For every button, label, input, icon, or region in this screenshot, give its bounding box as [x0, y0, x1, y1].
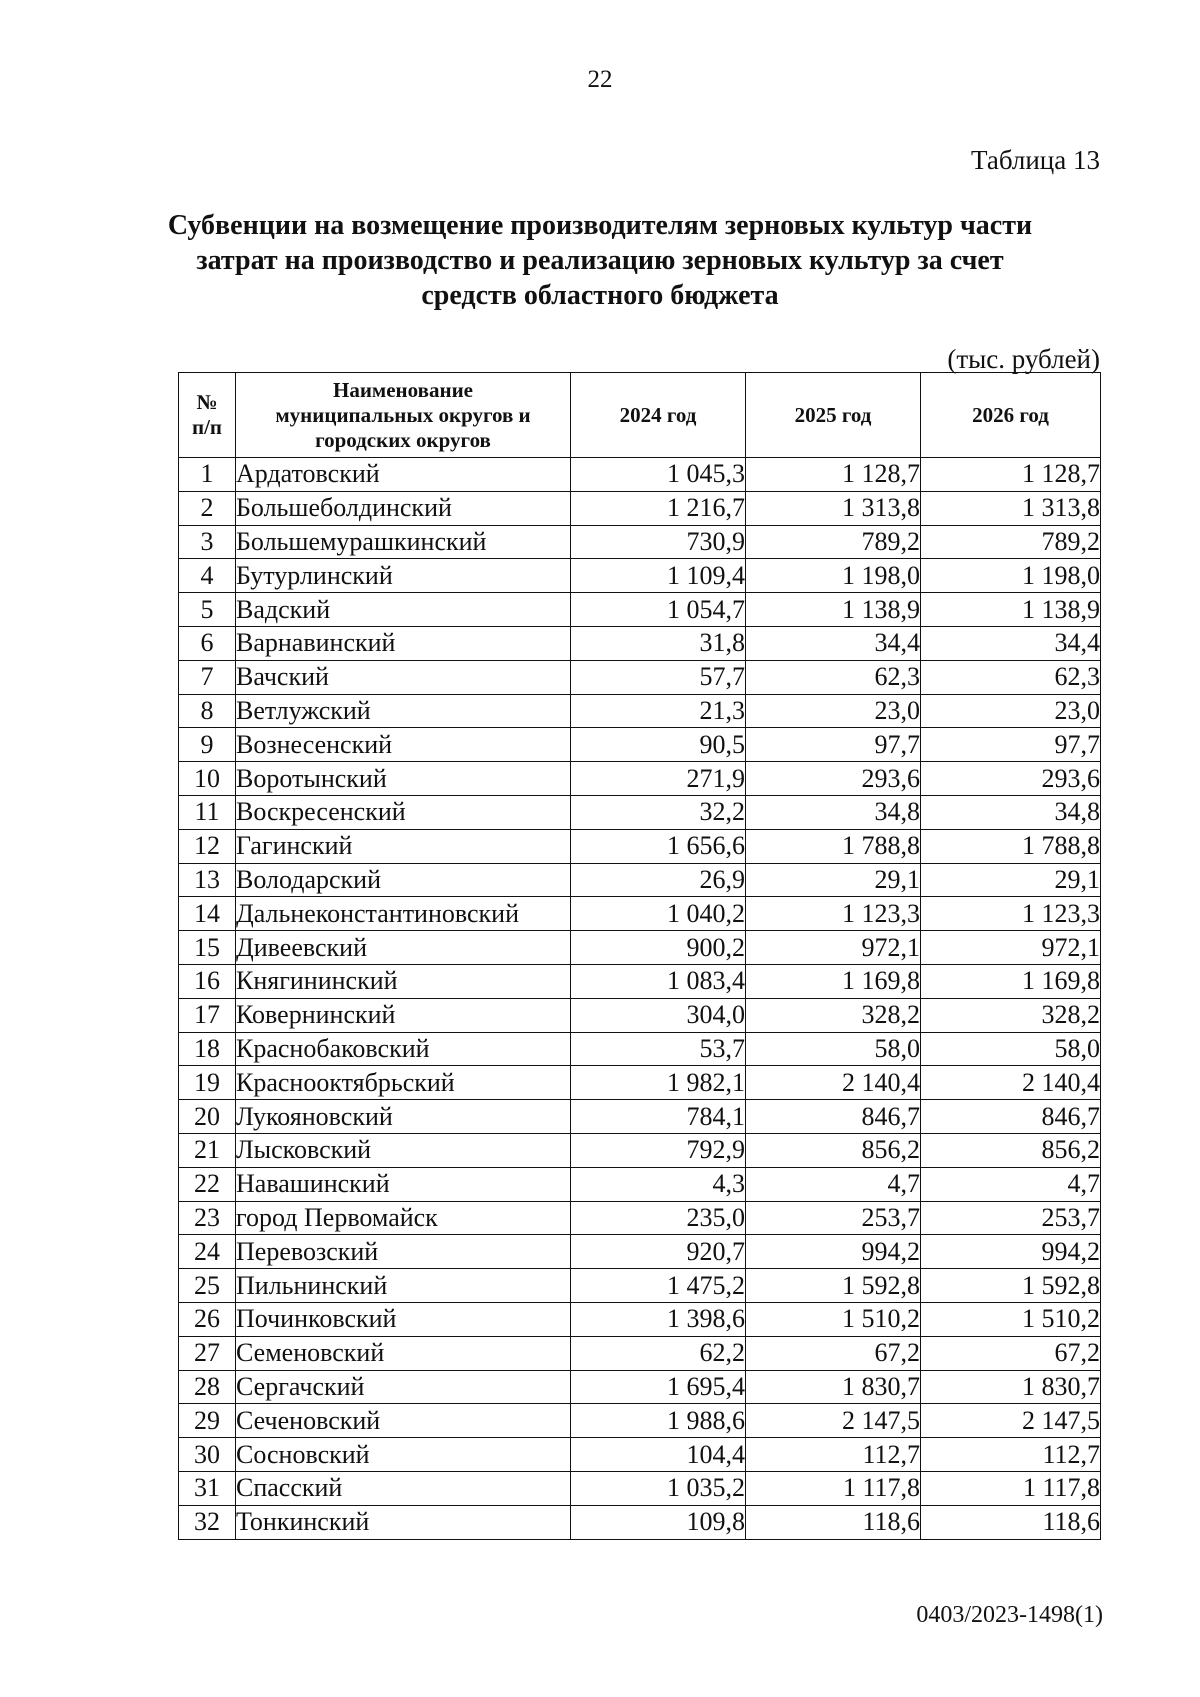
value-2025: 1 592,8 [746, 1269, 921, 1303]
value-2026: 1 117,8 [921, 1471, 1101, 1505]
value-2026: 1 123,3 [921, 897, 1101, 931]
value-2026: 23,0 [921, 694, 1101, 728]
value-2025: 29,1 [746, 863, 921, 897]
row-number: 27 [179, 1336, 236, 1370]
table-label: Таблица 13 [971, 145, 1100, 175]
value-2024: 31,8 [571, 626, 746, 660]
value-2026: 112,7 [921, 1438, 1101, 1472]
title-line-3: средств областного бюджета [421, 280, 779, 311]
value-2024: 1 040,2 [571, 897, 746, 931]
municipality-name: Вачский [236, 660, 571, 694]
row-number: 26 [179, 1302, 236, 1336]
municipality-name: Ковернинский [236, 998, 571, 1032]
table-row [179, 1438, 1101, 1472]
municipality-name: Сеченовский [236, 1404, 571, 1438]
value-2024: 304,0 [571, 998, 746, 1032]
header-num [179, 373, 236, 458]
value-2026: 789,2 [921, 525, 1101, 559]
value-2025: 34,8 [746, 795, 921, 829]
municipality-name: Бутурлинский [236, 559, 571, 593]
table-header-row [179, 373, 1101, 458]
value-2024: 271,9 [571, 762, 746, 796]
municipality-name: Ардатовский [236, 458, 571, 492]
value-2025: 846,7 [746, 1100, 921, 1134]
table-row [179, 1404, 1101, 1438]
subventions-table [178, 372, 1101, 1540]
municipality-name: Пильнинский [236, 1269, 571, 1303]
value-2025: 1 123,3 [746, 897, 921, 931]
municipality-name: Лукояновский [236, 1100, 571, 1134]
table-row [179, 525, 1101, 559]
municipality-name: Воротынский [236, 762, 571, 796]
table-row [179, 1066, 1101, 1100]
value-2026: 4,7 [921, 1167, 1101, 1201]
value-2025: 856,2 [746, 1133, 921, 1167]
header-num-text: № п/п [191, 390, 223, 439]
value-2026: 1 138,9 [921, 593, 1101, 627]
municipality-name: Тонкинский [236, 1505, 571, 1539]
value-2024: 730,9 [571, 525, 746, 559]
value-2026: 34,8 [921, 795, 1101, 829]
table-row [179, 1133, 1101, 1167]
value-2026: 29,1 [921, 863, 1101, 897]
header-2026: 2026 год [921, 373, 1101, 458]
row-number: 28 [179, 1370, 236, 1404]
table-row [179, 1235, 1101, 1269]
value-2024: 4,3 [571, 1167, 746, 1201]
value-2026: 58,0 [921, 1032, 1101, 1066]
value-2024: 792,9 [571, 1133, 746, 1167]
value-2024: 900,2 [571, 931, 746, 965]
municipality-name: Большемурашкинский [236, 525, 571, 559]
value-2024: 53,7 [571, 1032, 746, 1066]
value-2025: 62,3 [746, 660, 921, 694]
header-name-text: Наименование муниципальных округов и городских округов [275, 377, 531, 452]
value-2025: 34,4 [746, 626, 921, 660]
table-row [179, 863, 1101, 897]
municipality-name: Большеболдинский [236, 491, 571, 525]
table-row [179, 829, 1101, 863]
value-2026: 1 128,7 [921, 458, 1101, 492]
value-2026: 2 147,5 [921, 1404, 1101, 1438]
row-number: 23 [179, 1201, 236, 1235]
table-row [179, 762, 1101, 796]
municipality-name: Краснооктябрьский [236, 1066, 571, 1100]
table-row [179, 491, 1101, 525]
row-number: 25 [179, 1269, 236, 1303]
value-2026: 328,2 [921, 998, 1101, 1032]
value-2026: 994,2 [921, 1235, 1101, 1269]
value-2024: 1 216,7 [571, 491, 746, 525]
value-2026: 1 510,2 [921, 1302, 1101, 1336]
table-row [179, 1201, 1101, 1235]
table-row [179, 728, 1101, 762]
row-number: 20 [179, 1100, 236, 1134]
municipality-name: город Первомайск [236, 1201, 571, 1235]
row-number: 32 [179, 1505, 236, 1539]
municipality-name: Спасский [236, 1471, 571, 1505]
table-body [179, 458, 1101, 1540]
value-2025: 1 788,8 [746, 829, 921, 863]
value-2026: 1 830,7 [921, 1370, 1101, 1404]
table-row [179, 1302, 1101, 1336]
value-2025: 1 198,0 [746, 559, 921, 593]
row-number: 12 [179, 829, 236, 863]
row-number: 5 [179, 593, 236, 627]
value-2024: 1 656,6 [571, 829, 746, 863]
value-2024: 90,5 [571, 728, 746, 762]
table-row [179, 626, 1101, 660]
value-2025: 972,1 [746, 931, 921, 965]
value-2024: 1 982,1 [571, 1066, 746, 1100]
municipality-name: Сергачский [236, 1370, 571, 1404]
table-row [179, 795, 1101, 829]
municipality-name: Дивеевский [236, 931, 571, 965]
table-row [179, 897, 1101, 931]
table-row [179, 1370, 1101, 1404]
value-2025: 1 117,8 [746, 1471, 921, 1505]
row-number: 6 [179, 626, 236, 660]
municipality-name: Вадский [236, 593, 571, 627]
value-2024: 26,9 [571, 863, 746, 897]
row-number: 15 [179, 931, 236, 965]
value-2026: 97,7 [921, 728, 1101, 762]
value-2024: 1 054,7 [571, 593, 746, 627]
value-2024: 109,8 [571, 1505, 746, 1539]
document-title [150, 208, 1050, 313]
value-2024: 1 398,6 [571, 1302, 746, 1336]
value-2024: 1 083,4 [571, 964, 746, 998]
row-number: 31 [179, 1471, 236, 1505]
municipality-name: Ветлужский [236, 694, 571, 728]
row-number: 22 [179, 1167, 236, 1201]
value-2025: 4,7 [746, 1167, 921, 1201]
value-2024: 235,0 [571, 1201, 746, 1235]
table-row [179, 1336, 1101, 1370]
municipality-name: Володарский [236, 863, 571, 897]
municipality-name: Воскресенский [236, 795, 571, 829]
header-2025: 2025 год [746, 373, 921, 458]
row-number: 3 [179, 525, 236, 559]
value-2025: 293,6 [746, 762, 921, 796]
value-2025: 112,7 [746, 1438, 921, 1472]
value-2026: 856,2 [921, 1133, 1101, 1167]
value-2024: 1 475,2 [571, 1269, 746, 1303]
value-2026: 2 140,4 [921, 1066, 1101, 1100]
table-row [179, 998, 1101, 1032]
row-number: 14 [179, 897, 236, 931]
municipality-name: Варнавинский [236, 626, 571, 660]
value-2024: 784,1 [571, 1100, 746, 1134]
value-2024: 62,2 [571, 1336, 746, 1370]
value-2024: 32,2 [571, 795, 746, 829]
value-2024: 57,7 [571, 660, 746, 694]
value-2025: 23,0 [746, 694, 921, 728]
value-2024: 1 695,4 [571, 1370, 746, 1404]
row-number: 19 [179, 1066, 236, 1100]
municipality-name: Починковский [236, 1302, 571, 1336]
value-2025: 1 830,7 [746, 1370, 921, 1404]
value-2025: 253,7 [746, 1201, 921, 1235]
table-row [179, 458, 1101, 492]
value-2025: 328,2 [746, 998, 921, 1032]
municipality-name: Навашинский [236, 1167, 571, 1201]
row-number: 16 [179, 964, 236, 998]
value-2026: 34,4 [921, 626, 1101, 660]
row-number: 11 [179, 795, 236, 829]
title-line-1: Субвенции на возмещение производителям зерновых культур части [167, 210, 1033, 241]
row-number: 2 [179, 491, 236, 525]
row-number: 7 [179, 660, 236, 694]
value-2025: 97,7 [746, 728, 921, 762]
value-2026: 846,7 [921, 1100, 1101, 1134]
value-2025: 2 140,4 [746, 1066, 921, 1100]
row-number: 17 [179, 998, 236, 1032]
value-2026: 118,6 [921, 1505, 1101, 1539]
document-code: 0403/2023-1498(1) [916, 1602, 1103, 1628]
table-row [179, 964, 1101, 998]
value-2025: 789,2 [746, 525, 921, 559]
header-name [236, 373, 571, 458]
value-2025: 2 147,5 [746, 1404, 921, 1438]
row-number: 29 [179, 1404, 236, 1438]
table-row [179, 660, 1101, 694]
value-2026: 67,2 [921, 1336, 1101, 1370]
municipality-name: Вознесенский [236, 728, 571, 762]
value-2026: 253,7 [921, 1201, 1101, 1235]
table-row [179, 559, 1101, 593]
value-2025: 1 128,7 [746, 458, 921, 492]
row-number: 8 [179, 694, 236, 728]
value-2024: 104,4 [571, 1438, 746, 1472]
row-number: 4 [179, 559, 236, 593]
value-2025: 994,2 [746, 1235, 921, 1269]
municipality-name: Гагинский [236, 829, 571, 863]
municipality-name: Краснобаковский [236, 1032, 571, 1066]
row-number: 18 [179, 1032, 236, 1066]
table-row [179, 593, 1101, 627]
value-2025: 1 169,8 [746, 964, 921, 998]
row-number: 9 [179, 728, 236, 762]
value-2024: 1 035,2 [571, 1471, 746, 1505]
title-line-2: затрат на производство и реализацию зерновых культур за счет [196, 245, 1004, 276]
value-2026: 1 313,8 [921, 491, 1101, 525]
table-row [179, 1167, 1101, 1201]
value-2026: 293,6 [921, 762, 1101, 796]
row-number: 21 [179, 1133, 236, 1167]
table-row [179, 694, 1101, 728]
value-2025: 118,6 [746, 1505, 921, 1539]
value-2026: 1 788,8 [921, 829, 1101, 863]
units-label: (тыс. рублей) [947, 344, 1100, 374]
row-number: 10 [179, 762, 236, 796]
municipality-name: Княгининский [236, 964, 571, 998]
municipality-name: Дальнеконстантиновский [236, 897, 571, 931]
row-number: 24 [179, 1235, 236, 1269]
municipality-name: Семеновский [236, 1336, 571, 1370]
table-row [179, 931, 1101, 965]
value-2025: 67,2 [746, 1336, 921, 1370]
value-2024: 1 045,3 [571, 458, 746, 492]
page-number: 22 [587, 66, 613, 93]
value-2026: 1 169,8 [921, 964, 1101, 998]
value-2024: 21,3 [571, 694, 746, 728]
value-2025: 58,0 [746, 1032, 921, 1066]
table-row [179, 1100, 1101, 1134]
value-2026: 1 592,8 [921, 1269, 1101, 1303]
municipality-name: Лысковский [236, 1133, 571, 1167]
value-2024: 1 988,6 [571, 1404, 746, 1438]
table-row [179, 1032, 1101, 1066]
value-2025: 1 138,9 [746, 593, 921, 627]
value-2024: 1 109,4 [571, 559, 746, 593]
municipality-name: Перевозский [236, 1235, 571, 1269]
row-number: 1 [179, 458, 236, 492]
value-2026: 1 198,0 [921, 559, 1101, 593]
row-number: 13 [179, 863, 236, 897]
table-row [179, 1471, 1101, 1505]
row-number: 30 [179, 1438, 236, 1472]
municipality-name: Сосновский [236, 1438, 571, 1472]
value-2026: 62,3 [921, 660, 1101, 694]
table-row [179, 1269, 1101, 1303]
header-2024: 2024 год [571, 373, 746, 458]
table-row [179, 1505, 1101, 1539]
value-2025: 1 510,2 [746, 1302, 921, 1336]
value-2026: 972,1 [921, 931, 1101, 965]
value-2024: 920,7 [571, 1235, 746, 1269]
value-2025: 1 313,8 [746, 491, 921, 525]
